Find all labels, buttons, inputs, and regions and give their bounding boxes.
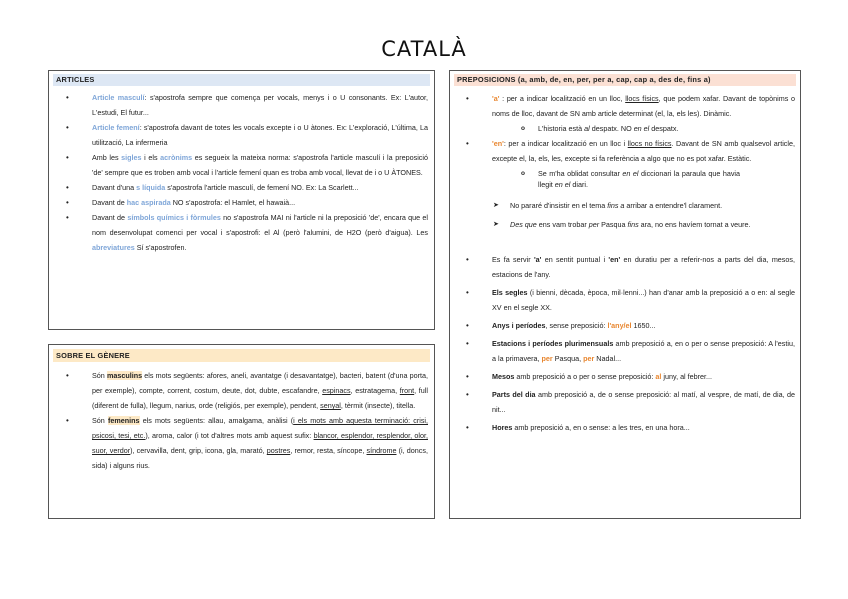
list-item: • Article femení: s'apostrofa davant de totes les vocals excepte i o U àtones. Ex: L'exploració, L'última, La utilització, La infermeria — [92, 120, 428, 150]
preposicions-list-2 — [492, 252, 795, 435]
list-item: • Amb les sigles i els acrònims es segueix la mateixa norma: s'apostrofa l'article masculí i la preposició 'de' sempre que es troben amb vocal i l'article femení quan es troba amb vocal, llevat de i o U ÀTONES. — [92, 150, 428, 180]
list-item: • Són femenins els mots següents: allau, amalgama, anàlisi (i els mots amb aquesta terminació: crisi, psicosi, tesi, etc.), aroma, calor (i tot d'altres mots amb aquest sufix: blancor, esplendor, resplendor, olor, suor, verdor), cervavilla, dent, grip, icona, gla, marató, postres, remor, resta, síncope, síndrome (i, doncs, sida) i alguns rius. — [92, 413, 428, 473]
list-item: • Es fa servir 'a' en sentit puntual i 'en' en duratiu per a referir-nos a parts del dia, mesos, estacions de l'any. — [492, 252, 795, 282]
list-item: • 'a' : per a indicar localització en un lloc, llocs físics, que podem xafar. Davant de topònims o noms de lloc, davant de SN amb article determinat (el, la, els les). Dinàmic. — [492, 91, 795, 121]
page-title: CATALÀ — [381, 37, 467, 61]
genere-box — [48, 344, 435, 519]
articles-box — [48, 70, 435, 330]
list-item: • Davant de símbols químics i fòrmules no s'apostrofa MAI ni l'article ni la preposició 'de', encara que el nom desenvolupat comenci per vocal i s'apostrofi: el Al (però l'alumini, de H2O (però d'aigua). Les abreviatures Sí s'apostrofen. — [92, 210, 428, 255]
preposicions-arrows — [510, 198, 795, 232]
example-item: ➤ No pararé d'insistir en el tema fins a arribar a entendre'l clarament. — [510, 198, 795, 213]
example-item: o Se m'ha oblidat consultar en el diccionari la paraula que havia llegit en el diari. — [538, 166, 740, 192]
list-item: • 'en': per a indicar localització en un lloc i llocs no físics. Davant de SN amb qualsevol article, excepte el, la, els, les, excepte si fa referència a algo que no es pot xafar. Estàtic. — [492, 136, 795, 166]
example-item: ➤ Des que ens vam trobar per Pasqua fins ara, no ens havíem tornat a veure. — [510, 217, 795, 232]
preposicions-box — [449, 70, 801, 519]
preposicions-list-en — [492, 136, 795, 166]
preposicions-header: PREPOSICIONS (a, amb, de, en, per, per a, cap, cap a, des de, fins a) — [454, 74, 796, 86]
example-item: o L'historia està al despatx. NO en el despatx. — [538, 121, 795, 136]
genere-header: SOBRE EL GÈNERE — [53, 349, 430, 362]
list-item: • Article masculí: s'apostrofa sempre que comença per vocals, menys i o U consonants. Ex: L'autor, L'estudi, El futur... — [92, 90, 428, 120]
genere-list — [92, 368, 428, 473]
list-item: • Són masculins els mots següents: afores, aneli, avantatge (i desavantatge), bacteri, batent (d'una porta, per exemple), compte, corrent, costum, deute, dot, dubte, escafandre, espinacs, estratagema, front, full (diferent de fulla), llegum, narius, orde (religiós, per exemple), pendent, senyal, tèrmit (insecte), titella. — [92, 368, 428, 413]
preposicions-sublist-a — [538, 121, 795, 136]
list-item: • Davant d'una s líquida s'apostrofa l'article masculí, de femení NO. Ex: La Scarlett... — [92, 180, 428, 195]
list-item: • Mesos amb preposició a o per o sense preposició: al juny, al febrer... — [492, 369, 795, 384]
list-item: • Davant de hac aspirada NO s'apostrofa: el Hamlet, el hawaià... — [92, 195, 428, 210]
list-item: • Hores amb preposició a, en o sense: a les tres, en una hora... — [492, 420, 795, 435]
list-item: • Anys i períodes, sense preposició: l'any/el 1650... — [492, 318, 795, 333]
articles-header: ARTICLES — [53, 74, 430, 86]
preposicions-list — [492, 91, 795, 121]
preposicions-sublist-en — [538, 166, 740, 192]
list-item: • Parts del dia amb preposició a, de o sense preposició: al matí, al vespre, de matí, de dia, de nit... — [492, 387, 795, 417]
list-item: • Els segles (i bienni, dècada, època, mil·lenni...) han d'anar amb la preposició a o en: al segle XV en el segle XX. — [492, 285, 795, 315]
list-item: • Estacions i períodes plurimensuals amb preposició a, en o per o sense preposició: A l'estiu, a la primavera, per Pasqua, per Nadal... — [492, 336, 795, 366]
articles-list — [92, 90, 428, 255]
